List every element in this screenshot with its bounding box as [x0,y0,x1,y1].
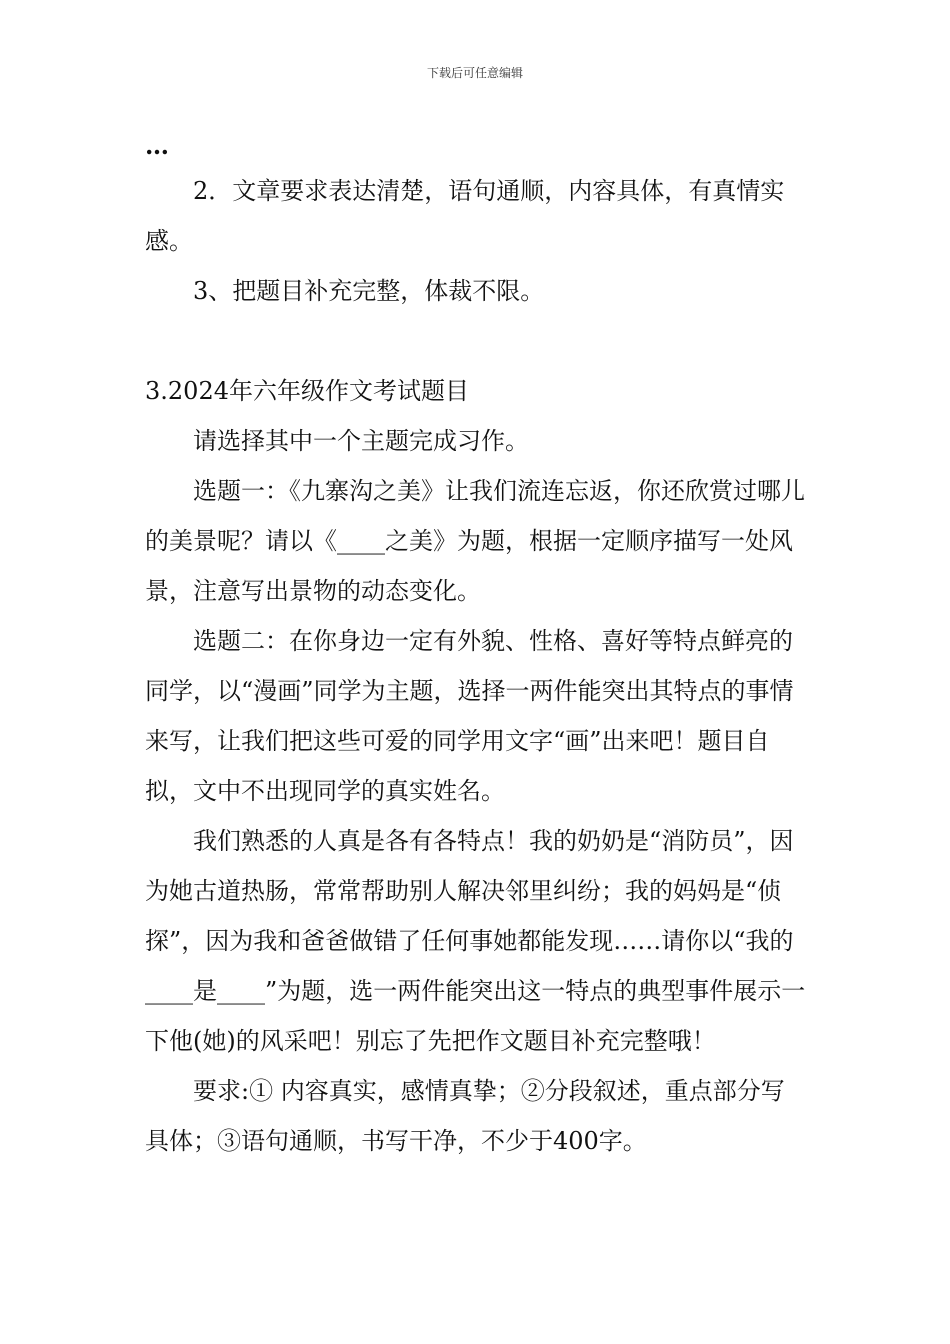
requirements-paragraph: 要求:① 内容真实，感情真挚；②分段叙述，重点部分写具体；③语句通顺，书写干净，不少于400字。 [145,1077,785,1155]
page-header: 下载后可任意编辑 [426,66,523,80]
section-title: 3.2024年六年级作文考试题目 [145,377,469,405]
ellipsis-marker: … [145,131,168,160]
intro-paragraph: 请选择其中一个主题完成习作。 [193,427,529,455]
topic-1-paragraph: 选题一：《九寨沟之美》让我们流连忘返，你还欣赏过哪儿的美景呢？请以《____之美》为题，根据一定顺序描写一处风景，注意写出景物的动态变化。 [145,477,805,605]
prompt-paragraph: 我们熟悉的人真是各有各特点！我的奶奶是“消防员”，因为她古道热肠，常常帮助别人解决邻里纠纷；我的妈妈是“侦探”，因为我和爸爸做错了任何事她都能发现……请你以“我的____是____”为题，选一两件能突出这一特点的典型事件展示一下他(她)的风采吧！别忘了先把作文题目补充完整哦！ [145,827,806,1055]
section-gap [145,316,807,366]
topic-2-paragraph: 选题二：在你身边一定有外貌、性格、喜好等特点鲜亮的同学，以“漫画”同学为主题，选择一两件能突出其特点的事情来写，让我们把这些可爱的同学用文字“画”出来吧！题目自拟，文中不出现同学的真实姓名。 [145,627,794,805]
document-body [145,126,807,1166]
requirement-3: 3、把题目补充完整，体裁不限。 [193,277,545,305]
requirement-2: 2．文章要求表达清楚，语句通顺，内容具体，有真情实感。 [145,177,785,255]
